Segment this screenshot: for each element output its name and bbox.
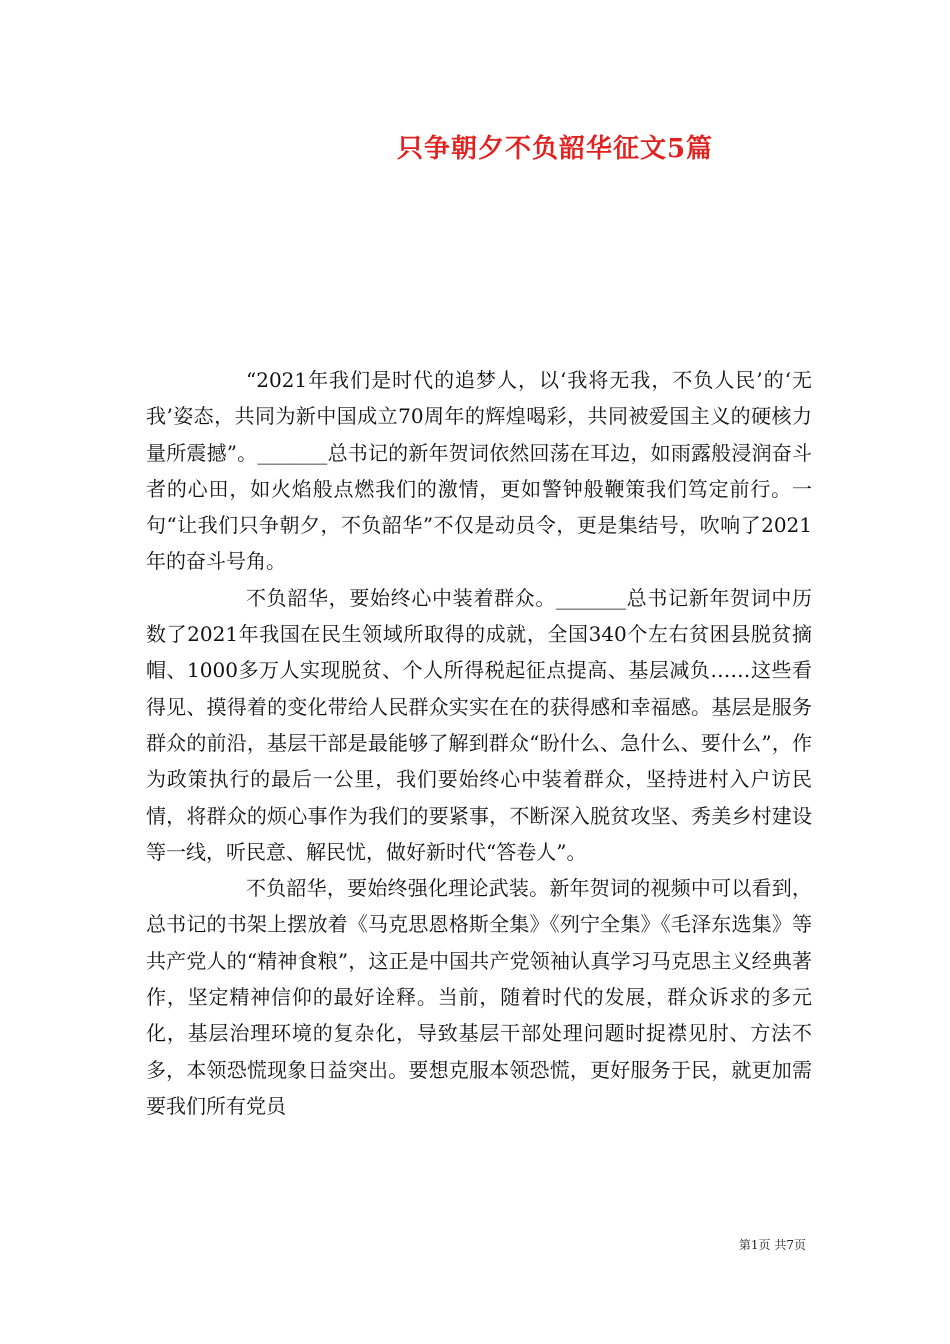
paragraph: 不负韶华，要始终强化理论武装。新年贺词的视频中可以看到，总书记的书架上摆放着《马克思恩格斯全集》《列宁全集》《毛泽东选集》等共产党人的“精神食粮”，这正是中国共产党领袖认真学习马克思主义经典著作，坚定精神信仰的最好诠释。当前，随着时代的发展，群众诉求的多元化，基层治理环境的复杂化，导致基层干部处理问题时捉襟见肘、方法不多，本领恐慌现象日益突出。要想克服本领恐慌，更好服务于民，就更加需要我们所有党员 [146,876,812,1118]
paragraph: 不负韶华，要始终心中装着群众。_______总书记新年贺词中历数了2021年我国在民生领域所取得的成就，全国340个左右贫困县脱贫摘帽、1000多万人实现脱贫、个人所得税起征点提高、基层减负……这些看得见、摸得着的变化带给人民群众实实在在的获得感和幸福感。基层是服务群众的前沿，基层干部是最能够了解到群众“盼什么、急什么、要什么”，作为政策执行的最后一公里，我们要始终心中装着群众，坚持进村入户访民情，将群众的烦心事作为我们的要紧事，不断深入脱贫攻坚、秀美乡村建设等一线，听民意、解民忧，做好新时代“答卷人”。 [146,585,812,864]
document-body [146,362,812,1124]
document-title: 只争朝夕不负韶华征文5篇 [396,134,714,164]
page-number: 第1页 共7页 [738,1238,806,1252]
paragraph: “2021年我们是时代的追梦人，以‘我将无我，不负人民’的‘无我’姿态，共同为新中国成立70周年的辉煌喝彩，共同被爱国主义的硬核力量所震撼”。_______总书记的新年贺词依然回荡在耳边，如雨露般浸润奋斗者的心田，如火焰般点燃我们的激情，更如警钟般鞭策我们笃定前行。一句“让我们只争朝夕，不负韶华”不仅是动员令，更是集结号，吹响了2021年的奋斗号角。 [146,368,812,574]
